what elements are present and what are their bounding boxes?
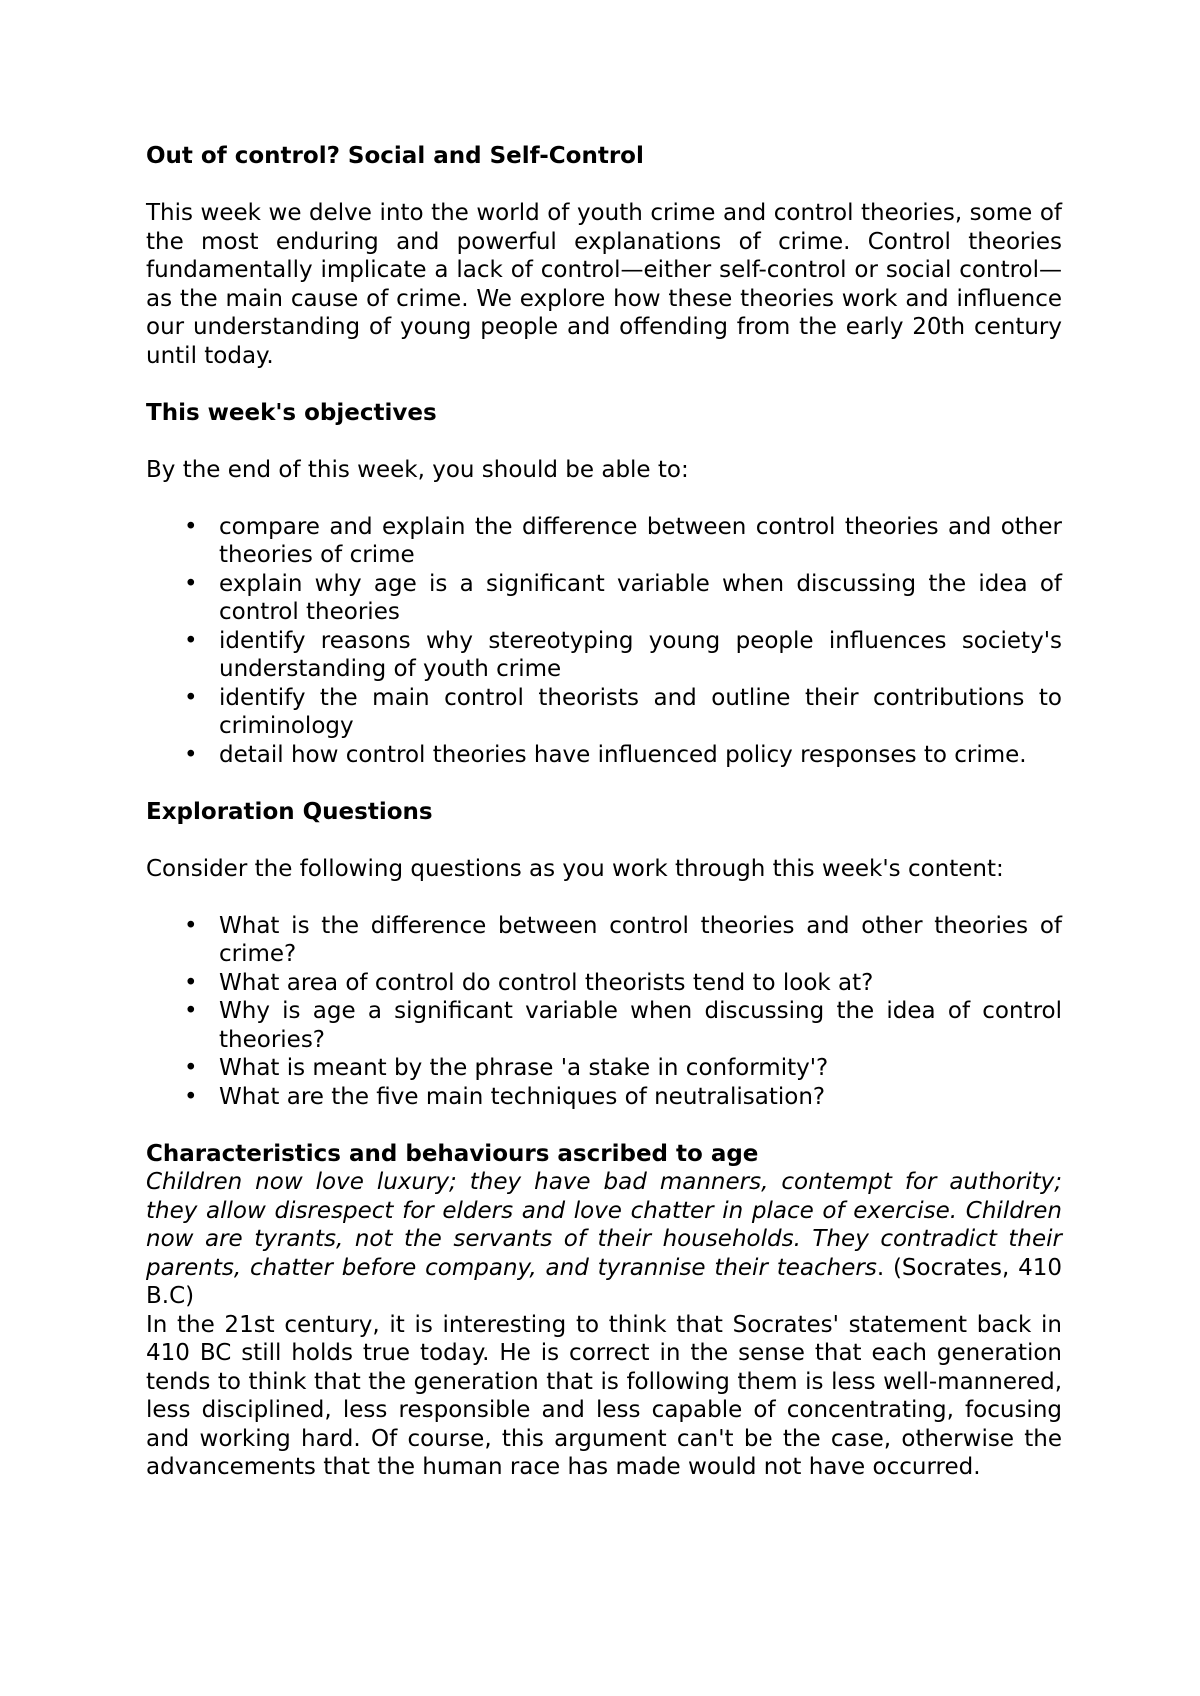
bullet-icon: • [184,684,198,711]
list-item-text: Why is age a significant variable when discussing the idea of control theories? [219,998,1062,1053]
list-item [146,627,1062,684]
list-item [146,1054,1062,1083]
list-item-text: explain why age is a significant variable when discussing the idea of control theories [219,570,1062,625]
bullet-icon: • [184,998,198,1024]
list-item-text: What is the difference between control theories and other theories of crime? [219,912,1062,967]
list-item [146,997,1062,1054]
exploration-heading: Exploration Questions [146,798,433,825]
bullet-icon: • [184,912,198,939]
socrates-quote: Children now love luxury; they have bad manners, contempt for authority; they allow disrespect for elders and love chatter in place of exercise. Children now are tyrants, not the servants of their households. They contradict their parents, chatter before company, and tyrannise their teachers [146,1169,1062,1281]
bullet-icon: • [184,1083,198,1110]
bullet-icon: • [184,741,198,768]
age-section-heading: Characteristics and behaviours ascribed to age [146,1140,759,1167]
list-item-text: What are the five main techniques of neutralisation? [219,1083,826,1110]
list-item [146,741,1062,770]
list-item-text: What area of control do control theorists tend to look at? [219,969,874,996]
bullet-icon: • [184,1055,198,1081]
bullet-icon: • [184,513,198,540]
list-item [146,1083,1062,1112]
bullet-icon: • [184,570,198,597]
list-item-text: compare and explain the difference between control theories and other theories of crime [219,513,1062,568]
list-item-text: identify the main control theorists and outline their contributions to criminology [219,684,1062,739]
list-item-text: identify reasons why stereotyping young people influences society's understanding of youth crime [219,627,1062,682]
exploration-lead: Consider the following questions as you work through this week's content: [146,855,1004,882]
socrates-quote-paragraph [146,1168,1062,1311]
list-item [146,912,1062,969]
list-item [146,684,1062,741]
list-item-text: detail how control theories have influenced policy responses to crime. [219,741,1027,768]
objectives-heading: This week's objectives [146,399,437,426]
age-section-body: In the 21st century, it is interesting to think that Socrates' statement back in 410 BC still holds true today. He is correct in the sense that each generation tends to think that the generation that is following them is less well-mannered, less disciplined, less responsible and less capable of concentrating, focusing and working hard. Of course, this argument can't be the case, otherwise the advancements that the human race has made would not have occurred. [146,1311,1062,1480]
intro-paragraph: This week we delve into the world of youth crime and control theories, some of the most enduring and powerful explanations of crime. Control theories fundamentally implicate a lack of control—either self-control or social control—as the main cause of crime. We explore how these theories work and influence our understanding of young people and offending from the early 20th century until today. [146,200,1062,369]
page-title: Out of control? Social and Self-Control [146,143,644,169]
bullet-icon: • [184,969,198,996]
list-item [146,570,1062,627]
quote-citation: . (Socrates, 410 B.C) [146,1254,1062,1309]
objectives-list [146,513,1062,770]
list-item-text: What is meant by the phrase 'a stake in conformity'? [219,1055,829,1081]
objectives-lead: By the end of this week, you should be able to: [146,456,689,483]
bullet-icon: • [184,627,198,654]
list-item [146,513,1062,570]
exploration-list [146,912,1062,1112]
list-item [146,969,1062,998]
